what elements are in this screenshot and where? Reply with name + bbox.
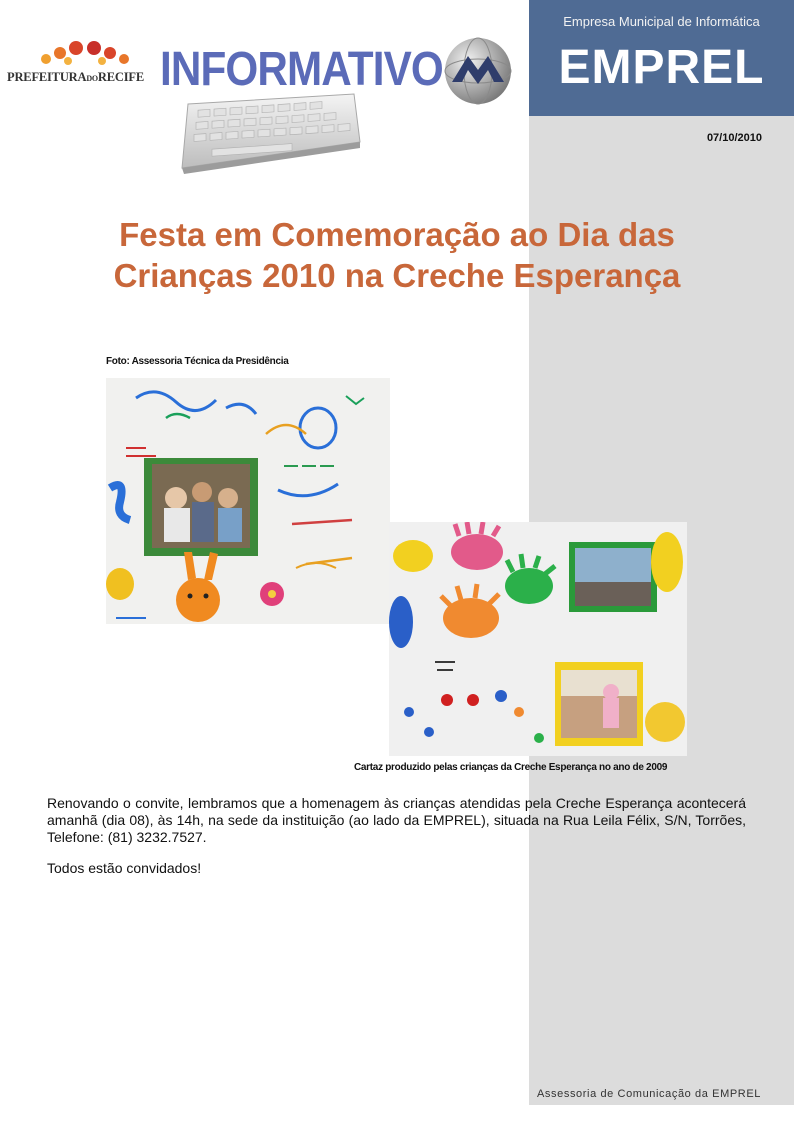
keyboard-illustration — [172, 90, 362, 174]
poster-photo-1 — [106, 378, 390, 624]
newsletter-title: INFORMATIVO — [160, 43, 443, 96]
poster-photo-2-image — [389, 522, 687, 756]
poster-photo-1-image — [106, 378, 390, 624]
city-hall-logo-text: PREFEITURADORECIFE — [7, 70, 144, 84]
emprel-globe-emblem — [442, 36, 514, 106]
photo-caption: Cartaz produzido pelas crianças da Creche Esperança no ano de 2009 — [354, 762, 668, 773]
footer-credit: Assessoria de Comunicação da EMPREL — [537, 1088, 761, 1100]
photo-credit: Foto: Assessoria Técnica da Presidência — [106, 356, 289, 367]
org-acronym: EMPREL — [558, 41, 765, 94]
article-title — [20, 214, 774, 296]
org-name: Empresa Municipal de Informática — [563, 14, 760, 29]
article-body: Renovando o convite, lembramos que a homenagem às crianças atendidas pela Creche Esperança acontecerá amanhã (dia 08), às 14h, na sede da instituição (ao lado da EMPREL), situada na Rua Leila Félix, S/N, Torrões, Telefone: (81) 3232.7527. — [47, 795, 746, 845]
city-hall-logo-dots — [36, 40, 136, 66]
poster-photo-2 — [389, 522, 687, 756]
city-hall-logo — [6, 36, 145, 94]
article-closing: Todos estão convidados! — [47, 860, 202, 876]
article-title-line-1: Festa em Comemoração ao Dia das — [119, 216, 675, 253]
article-title-line-2: Crianças 2010 na Creche Esperança — [113, 257, 681, 294]
issue-date: 07/10/2010 — [706, 132, 762, 144]
